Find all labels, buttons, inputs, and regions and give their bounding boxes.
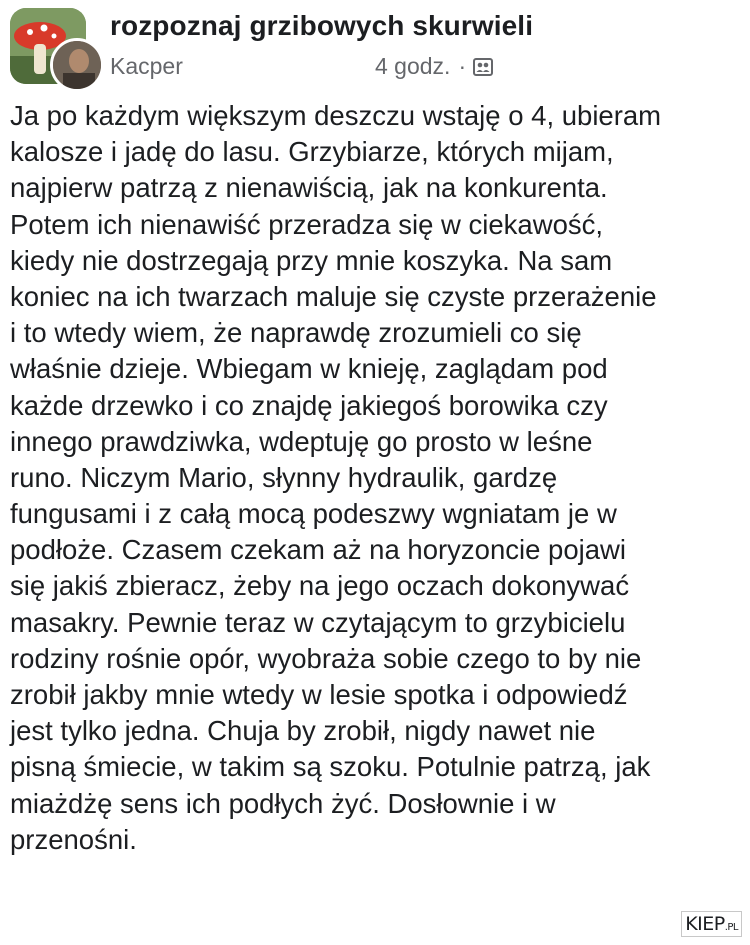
post-text-line: runo. Niczym Mario, słynny hydraulik, gardzę: [10, 461, 558, 493]
post-text-line: każde drzewko i co znajdę jakiegoś borowika czy: [10, 389, 608, 421]
watermark-text: KIEP: [685, 913, 725, 935]
post-text-line: kiedy nie dostrzegają przy mnie koszyka. Na sam: [10, 244, 613, 276]
post-text-line: Ja po każdym większym deszczu wstaję o 4, ubieram: [10, 100, 662, 131]
post-text-line: innego prawdziwka, wdeptuję go prosto w leśne: [10, 425, 593, 457]
post-text-line: właśnie dzieje. Wbiegam w knieję, zaglądam pod: [10, 353, 608, 385]
site-watermark: [681, 911, 742, 937]
post-text: [10, 98, 745, 858]
post-text-line: fungusami i z całą mocą podeszwy wgniatam je w: [10, 498, 617, 530]
post-text-line: masakry. Pewnie teraz w czytającym to grzybicielu: [10, 606, 626, 638]
post-text-line: jest tylko jedna. Chuja by zrobił, nigdy nawet nie: [10, 715, 596, 747]
post-text-line: pisną śmiecie, w takim są szoku. Potulnie patrzą, jak: [10, 751, 651, 783]
watermark-suffix: .PL: [724, 922, 738, 933]
post-text-line: zrobił jakby mnie wtedy w lesie spotka i odpowiedź: [10, 679, 628, 710]
meta-separator: ·: [458, 53, 467, 79]
post-meta: [375, 53, 494, 80]
post-text-line: koniec na ich twarzach maluje się czyste przerażenie: [10, 280, 657, 312]
post-header: [0, 0, 750, 90]
post-text-line: podłoże. Czasem czekam aż na horyzoncie pojawi: [10, 534, 626, 566]
group-name-link[interactable]: rozpoznaj grzibowych skurwieli: [110, 10, 534, 41]
post-text-line: kalosze i jadę do lasu. Grzybiarze, których mijam,: [10, 136, 614, 168]
post-text-line: przenośni.: [10, 823, 137, 855]
post-text-line: rodziny rośnie opór, wyobraża sobie czego to by nie: [10, 642, 642, 674]
post-text-line: miażdżę sens ich podłych żyć. Dosłownie i w: [10, 787, 556, 819]
user-photo-icon: [53, 41, 101, 89]
group-members-icon[interactable]: [472, 56, 494, 78]
post-timestamp[interactable]: 4 godz.: [375, 53, 451, 79]
author-avatar[interactable]: [50, 38, 104, 92]
author-name-link[interactable]: Kacper: [110, 53, 183, 79]
post-text-line: i to wtedy wiem, że naprawdę zrozumieli co się: [10, 317, 582, 349]
post-text-line: najpierw patrzą z nienawiścią, jak na konkurenta.: [10, 172, 608, 204]
post-text-line: się jakiś zbieracz, żeby na jego oczach dokonywać: [10, 570, 630, 602]
post-text-line: Potem ich nienawiść przeradza się w ciekawość,: [10, 208, 604, 240]
